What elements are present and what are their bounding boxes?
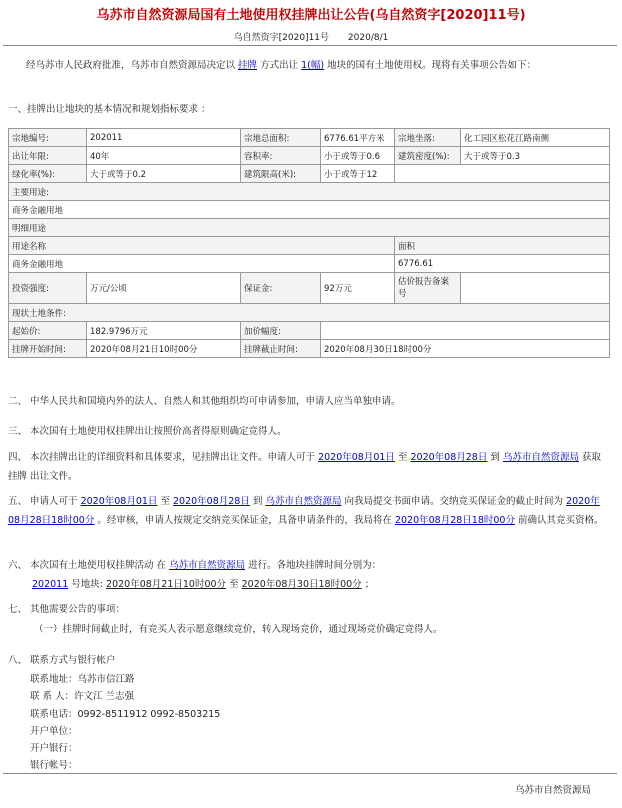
table-row: 明细用途	[9, 219, 610, 237]
table-row: 宗地编号: 202011 宗地总面积: 6776.61平方米 宗地坐落: 化工园区松花江路南侧	[9, 129, 610, 147]
doc-number: 乌自然资字[2020]11号	[233, 33, 330, 43]
section-8-title: 八、 联系方式与银行帐户	[8, 655, 116, 666]
section-7-title: 七、 其他需要公告的事项：	[8, 604, 126, 615]
parcel-link[interactable]: 202011	[32, 579, 69, 590]
contact-person: 联 系 人：许文江 兰志强	[30, 691, 135, 703]
section-3: 三、 本次国有土地使用权挂牌出让按照价高者得原则确定竞得人。	[8, 426, 287, 437]
contact-phone: 联系电话：0992-8511912 0992-8503215	[30, 708, 221, 720]
org-link[interactable]: 乌苏市自然资源局	[265, 496, 342, 507]
date-link[interactable]: 2020年08月28日	[173, 496, 250, 507]
table-row: 出让年限: 40年 容积率: 小于或等于0.6 建筑密度(%): 大于或等于0.3	[9, 147, 610, 165]
date-link[interactable]: 2020年08月01日	[318, 452, 395, 463]
doc-date: 2020/8/1	[347, 33, 389, 43]
section-2: 二、 中华人民共和国境内外的法人、自然人和其他组织均可申请参加，申请人应当单独申请。	[8, 396, 401, 407]
table-row: 用途名称 面积	[9, 237, 610, 255]
count-link[interactable]: 1(幅)	[301, 60, 325, 71]
account-unit: 开户单位：	[30, 725, 78, 737]
signature: 乌苏市自然资源局	[515, 785, 592, 796]
table-row: 商务金融用地 6776.61	[9, 255, 610, 273]
table-row: 绿化率(%): 大于或等于0.2 建筑限高(米): 小于或等于12	[9, 165, 610, 183]
contact-address: 联系地址：乌苏市信江路	[30, 674, 135, 685]
contact-info	[30, 671, 220, 775]
table-row: 投资强度: 万元/公顷 保证金: 92万元 估价报告备案号	[9, 273, 610, 304]
section-6: 六、 本次国有土地使用权挂牌活动 在 乌苏市自然资源局 进行。各地块挂牌时间分别为： 202011 号地块: 2020年08月21日10时00分 至 2020年08月30日18时00分 ；	[8, 560, 382, 590]
date-link[interactable]: 2020年08月28日	[410, 452, 488, 463]
method-link[interactable]: 挂牌	[238, 60, 258, 71]
account-bank: 开户银行：	[30, 743, 78, 755]
divider	[3, 773, 617, 774]
deadline-link[interactable]: 2020年08月28日18时00分	[394, 515, 515, 526]
time-link[interactable]: 2020年08月21日10时00分	[106, 579, 227, 590]
org-link[interactable]: 乌苏市自然资源局	[502, 452, 579, 463]
time-link[interactable]: 2020年08月30日18时00分	[241, 579, 362, 590]
intro-paragraph: 经乌苏市人民政府批准，乌苏市自然资源局决定以 挂牌 方式出让 1(幅) 地块的国有土地使用权。现将有关事项公告如下：	[26, 60, 537, 71]
page-title: 乌苏市自然资源局国有土地使用权挂牌出让公告(乌自然资字[2020]11号)	[96, 8, 526, 23]
table-row: 起始价: 182.9796万元 加价幅度:	[9, 322, 610, 340]
deadline-link[interactable]: 2020年08月28日18时00分	[8, 496, 600, 526]
section-7-item: （一）挂牌时间截止时，有竞买人表示愿意继续竞价，转入现场竞价，通过现场竞价确定竞得人。	[34, 624, 443, 635]
doc-meta	[0, 30, 622, 43]
parcel-table	[8, 128, 610, 358]
divider	[3, 45, 617, 46]
section-1-title: 一、挂牌出让地块的基本情况和规划指标要求 ：	[8, 104, 211, 115]
account-number: 银行帐号：	[30, 760, 78, 772]
table-row: 挂牌开始时间: 2020年08月21日10时00分 挂牌截止时间: 2020年08月30日18时00分	[9, 340, 610, 358]
section-5: 五、 申请人可于 2020年08月01日 至 2020年08月28日 到 乌苏市自然资源局 向我局提交书面申请。交纳竞买保证金的截止时间为 2020年08月28日18时00分 。经审核，申请人按规定交纳竞买保证金，具备申请条件的，我局将在 2020年08月28日18时00分 前确认其竞买资格。	[8, 496, 604, 526]
date-link[interactable]: 2020年08月01日	[80, 496, 158, 507]
org-link[interactable]: 乌苏市自然资源局	[169, 560, 246, 571]
section-4: 四、 本次挂牌出让的详细资料和具体要求，见挂牌出让文件。申请人可于 2020年08月01日 至 2020年08月28日 到 乌苏市自然资源局 获取 挂牌 出让文件。	[8, 452, 601, 482]
table-row: 主要用途:	[9, 183, 610, 201]
table-row: 商务金融用地	[9, 201, 610, 219]
table-row: 现状土地条件:	[9, 304, 610, 322]
